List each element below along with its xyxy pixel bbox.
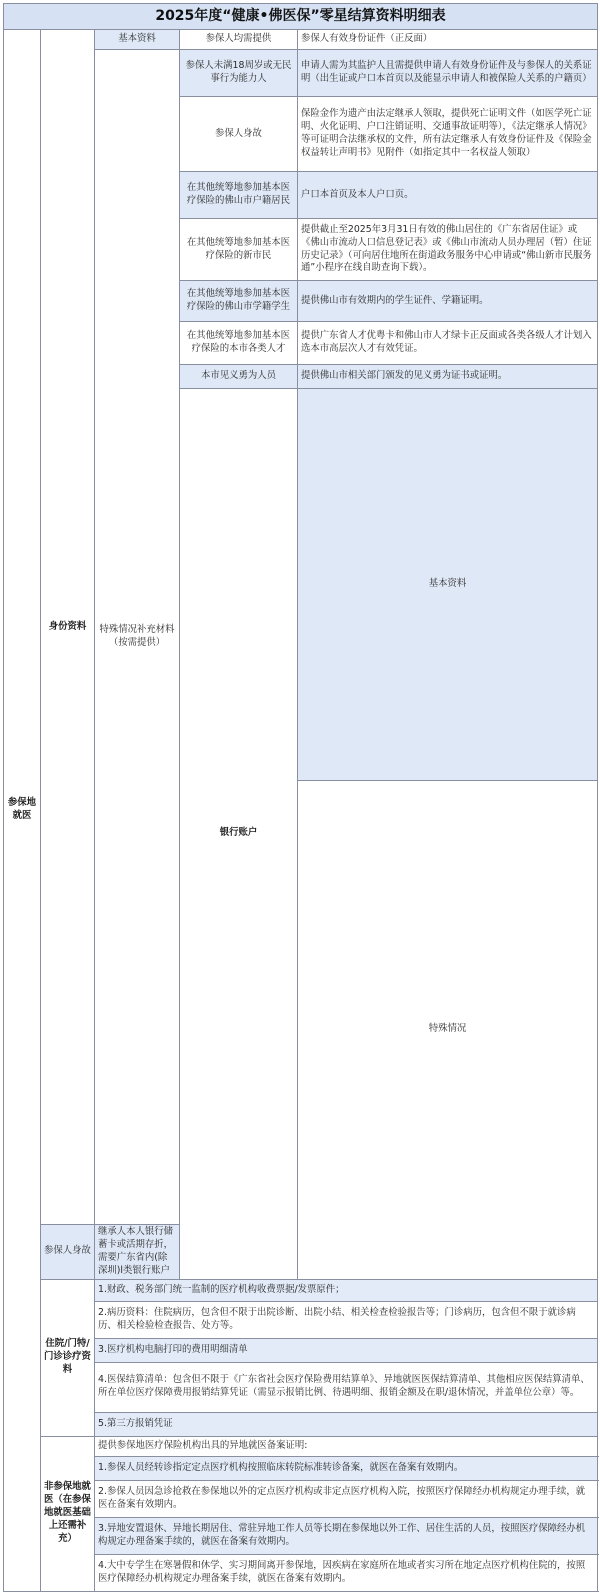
non-insured-item-4: 4.大中专学生在寒暑假和休学、实习期间离开参保地，因疾病在家庭所在地或者实习所在地定点医疗机构住院的，按照医疗保障经办机构规定办理备案手续，就医在备案有效期内。 xyxy=(95,1554,598,1591)
non-insured-label: 非参保地就医（在参保地就医基础上还需补充） xyxy=(41,1436,95,1591)
bank-special-label: 特殊情况 xyxy=(298,781,598,1280)
identity-special-subject-7: 本市见义勇为人员 xyxy=(180,365,298,389)
identity-special-subject-1: 参保人未满18周岁或无民事行为能力人 xyxy=(180,50,298,97)
bank-special-subject-2: 参保人身故 xyxy=(41,1225,95,1280)
identity-special-requirement-7: 提供佛山市相关部门颁发的见义勇为证书或证明。 xyxy=(298,365,598,389)
identity-special-subject-2: 参保人身故 xyxy=(180,97,298,172)
identity-label: 身份资料 xyxy=(41,30,95,1225)
identity-basic-category: 基本资料 xyxy=(95,30,180,50)
identity-special-subject-4: 在其他统筹地参加基本医疗保险的新市民 xyxy=(180,219,298,281)
bank-basic-category: 基本资料 xyxy=(298,389,598,781)
hospital-item-3: 3.医疗机构电脑打印的费用明细清单 xyxy=(95,1338,598,1362)
identity-special-requirement-2: 保险金作为遗产由法定继承人领取，提供死亡证明文件（如医学死亡证明、火化证明、户口注销证明、交通事故证明等），《法定继承人情况》等可证明合法继承权的文件，所有法定继承人有效身份证件及《保险金权益转让声明书》见附件（如指定其中一名权益人领取） xyxy=(298,97,598,172)
identity-basic-subject: 参保人均需提供 xyxy=(180,30,298,50)
identity-special-requirement-3: 户口本首页及本人户口页。 xyxy=(298,172,598,219)
identity-special-subject-3: 在其他统筹地参加基本医疗保险的佛山市户籍居民 xyxy=(180,172,298,219)
identity-special-label: 特殊情况补充材料（按需提供） xyxy=(95,50,180,1225)
hospital-item-5: 5.第三方报销凭证 xyxy=(95,1412,598,1436)
hospital-item-4: 4.医保结算清单：包含但不限于《广东省社会医疗保险费用结算单》、异地就医医保结算清单、其他相应医保结算清单、所在单位医疗保障费用报销结算凭证（需显示报销比例、待遇明细、报销金额及在职/退休情况，并盖单位公章）等。 xyxy=(95,1362,598,1412)
hospital-item-2: 2.病历资料：住院病历，包含但不限于出院诊断、出院小结、相关检查检验报告等；门诊病历，包含但不限于就诊病历、相关检验检查报告、处方等。 xyxy=(95,1301,598,1338)
identity-special-subject-6: 在其他统筹地参加基本医疗保险的本市各类人才 xyxy=(180,322,298,365)
materials-table xyxy=(3,3,598,1592)
insured-group-label: 参保地就医 xyxy=(4,30,41,1592)
hospital-item-1: 1.财政、税务部门统一监制的医疗机构收费票据/发票原件； xyxy=(95,1279,598,1301)
non-insured-item-3: 3.异地安置退休、异地长期居住、常驻异地工作人员等长期在参保地以外工作、居住生活的人员，按照医疗保障经办机构规定办理备案手续的，就医在备案有效期内。 xyxy=(95,1517,598,1554)
identity-special-requirement-5: 提供佛山市有效期内的学生证件、学籍证明。 xyxy=(298,281,598,322)
identity-basic-requirement: 参保人有效身份证件（正反面） xyxy=(298,30,598,50)
identity-special-requirement-4: 提供截止至2025年3月31日有效的佛山居住的《广东省居住证》或《佛山市流动人口信息登记表》或《佛山市流动人员办理居（暂）住证历史记录》（可向居住地所在街道政务服务中心申请或“佛山新市民服务通”小程序在线自助查询下载）。 xyxy=(298,219,598,281)
bank-special-requirement-2: 继承人本人银行储蓄卡或活期存折，需要广东省内(除深圳)l类银行账户 xyxy=(95,1225,180,1280)
identity-special-requirement-1: 申请人需为其监护人且需提供申请人有效身份证件及与参保人的关系证明（出生证或户口本首页以及能显示申请人和被保险人关系的户籍页） xyxy=(298,50,598,97)
non-insured-item-2: 2.参保人员因急诊抢救在参保地以外的定点医疗机构或非定点医疗机构入院，按照医疗保障经办机构规定办理手续，就医在备案有效期内。 xyxy=(95,1480,598,1517)
non-insured-item-1: 1.参保人员经转诊指定定点医疗机构按照临床转院标准转诊备案，就医在备案有效期内。 xyxy=(95,1456,598,1480)
identity-special-subject-5: 在其他统筹地参加基本医疗保险的佛山市学籍学生 xyxy=(180,281,298,322)
hospital-label: 住院/门特/门诊诊疗资料 xyxy=(41,1279,95,1436)
non-insured-intro: 提供参保地医疗保险机构出具的异地就医备案证明: xyxy=(95,1436,598,1456)
bank-label: 银行账户 xyxy=(180,389,298,1280)
materials-sheet xyxy=(3,3,597,1584)
table-title: 2025年度“健康•佛医保”零星结算资料明细表 xyxy=(4,4,598,30)
identity-special-requirement-6: 提供广东省人才优粤卡和佛山市人才绿卡正反面或各类各级人才计划入选本市高层次人才有效凭证。 xyxy=(298,322,598,365)
